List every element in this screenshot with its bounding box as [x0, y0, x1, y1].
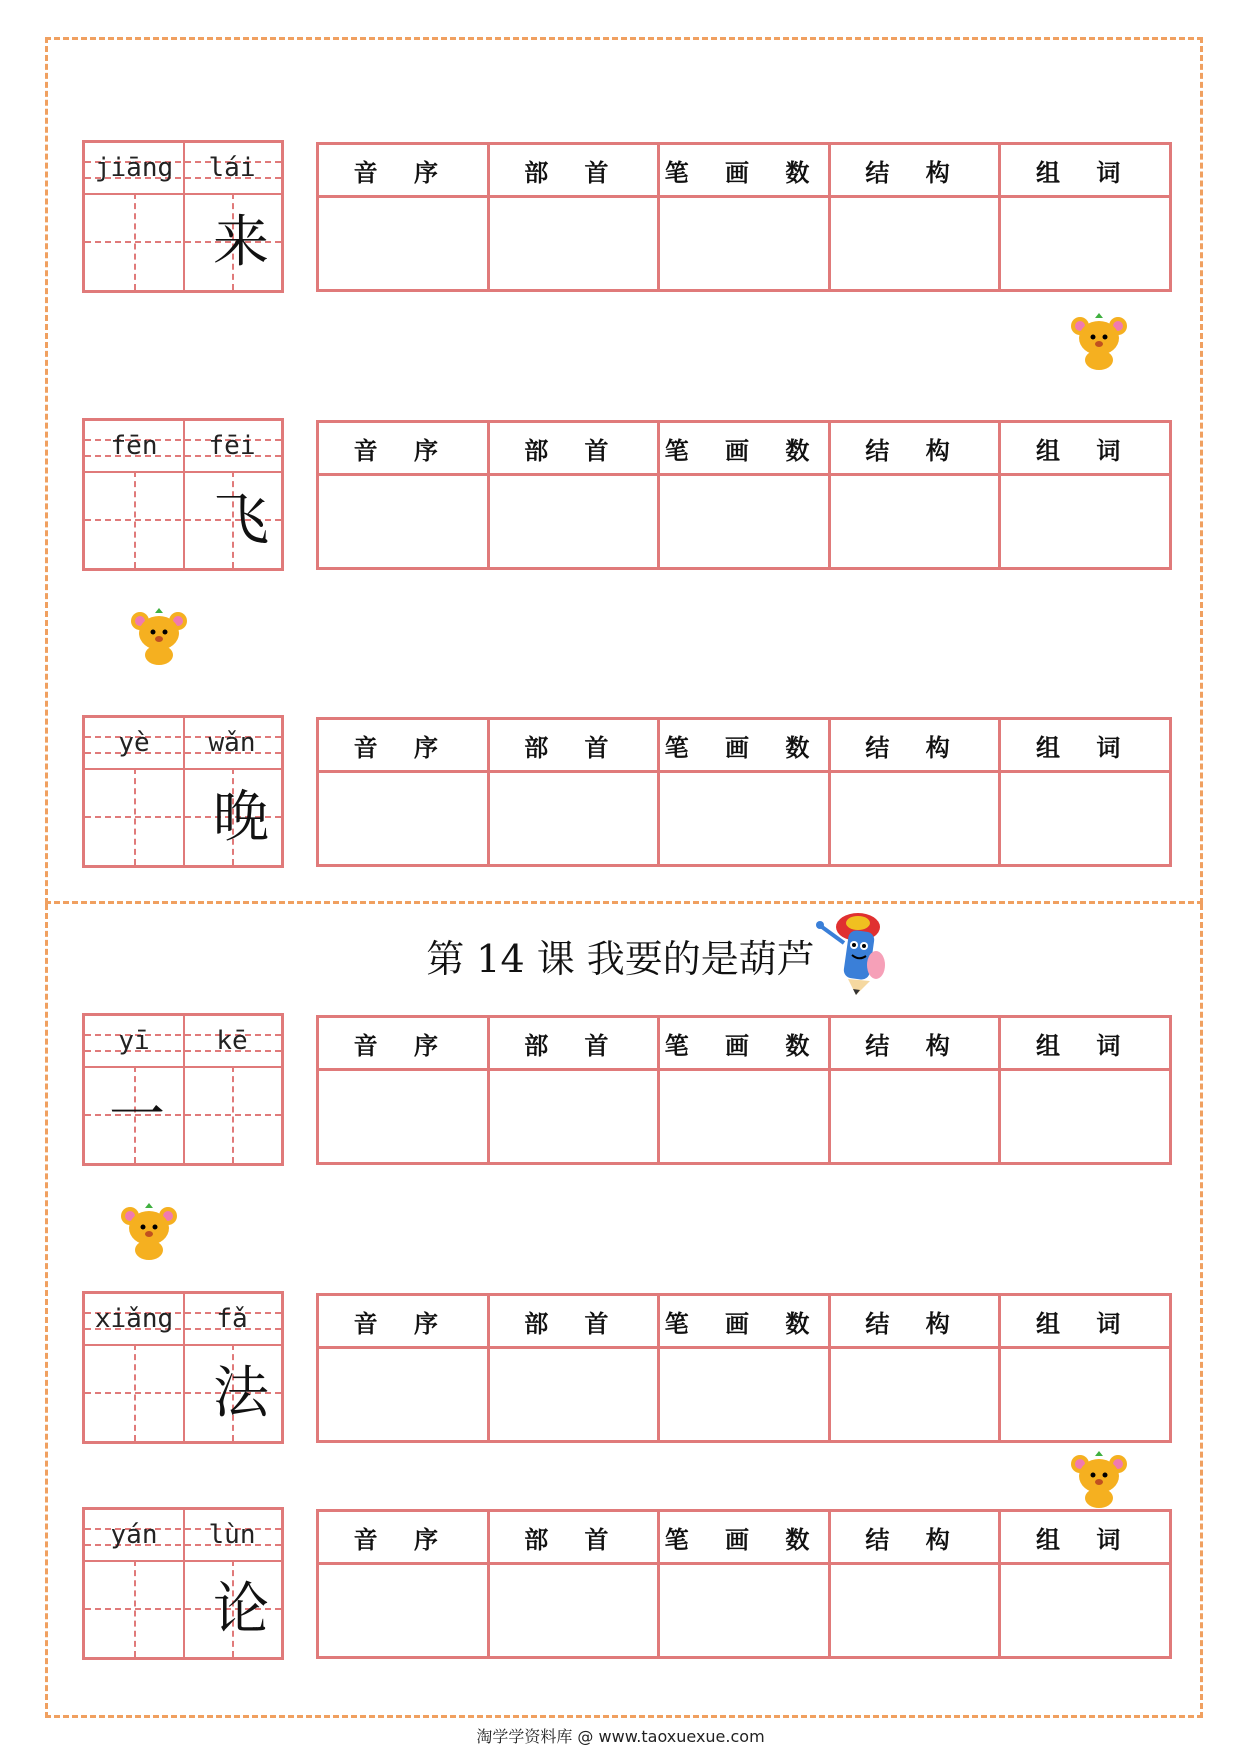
answer-cell[interactable] [318, 475, 489, 569]
character-info-table [316, 1509, 1172, 1659]
table-header-cell: 组 词 [1000, 422, 1171, 475]
character-grid [82, 1507, 284, 1660]
character-row [82, 1013, 1172, 1168]
pencil-mascot-icon [808, 905, 888, 997]
character-grid [82, 1291, 284, 1444]
answer-cell[interactable] [1000, 1564, 1171, 1658]
table-header-cell: 部 首 [488, 1511, 659, 1564]
character-info-table [316, 420, 1172, 570]
answer-cell[interactable] [1000, 197, 1171, 291]
character-grid [82, 140, 284, 293]
bear-sticker-icon [1068, 1448, 1130, 1508]
table-header-cell: 音 序 [318, 1511, 489, 1564]
pinyin-left: fēn [110, 431, 158, 461]
hanzi-character: 一 [109, 1083, 165, 1148]
table-header-cell: 音 序 [318, 144, 489, 197]
table-header-cell: 笔 画 数 [659, 1017, 830, 1070]
answer-cell[interactable] [488, 772, 659, 866]
character-grid [82, 418, 284, 571]
table-header-cell: 笔 画 数 [659, 422, 830, 475]
table-header-cell: 音 序 [318, 719, 489, 772]
pinyin-right: kē [216, 1026, 248, 1056]
table-header-cell: 组 词 [1000, 719, 1171, 772]
footer-text: 淘学学资料库 @ www.taoxuexue.com [476, 1727, 765, 1746]
answer-cell[interactable] [488, 197, 659, 291]
table-header-cell: 组 词 [1000, 144, 1171, 197]
hanzi-character: 飞 [213, 488, 269, 553]
table-header-cell: 组 词 [1000, 1295, 1171, 1348]
table-header-cell: 部 首 [488, 422, 659, 475]
answer-cell[interactable] [659, 1070, 830, 1164]
table-header-cell: 组 词 [1000, 1511, 1171, 1564]
character-row [82, 418, 1172, 573]
answer-cell[interactable] [659, 772, 830, 866]
table-header-cell: 笔 画 数 [659, 144, 830, 197]
table-header-cell: 结 构 [829, 1511, 1000, 1564]
hanzi-character: 法 [213, 1361, 269, 1426]
answer-cell[interactable] [1000, 1348, 1171, 1442]
table-header-cell: 笔 画 数 [659, 719, 830, 772]
answer-cell[interactable] [318, 197, 489, 291]
character-info-table [316, 142, 1172, 292]
character-grid [82, 1013, 284, 1166]
pinyin-left: jiāng [94, 153, 174, 183]
table-header-cell: 结 构 [829, 144, 1000, 197]
answer-cell[interactable] [829, 197, 1000, 291]
pinyin-right: fēi [208, 431, 256, 461]
hanzi-character: 来 [213, 210, 269, 275]
pinyin-left: yī [118, 1026, 150, 1056]
answer-cell[interactable] [829, 772, 1000, 866]
hanzi-character: 晚 [213, 785, 269, 850]
answer-cell[interactable] [659, 1348, 830, 1442]
answer-cell[interactable] [829, 1348, 1000, 1442]
answer-cell[interactable] [488, 1564, 659, 1658]
answer-cell[interactable] [318, 1564, 489, 1658]
table-header-cell: 音 序 [318, 422, 489, 475]
answer-cell[interactable] [659, 475, 830, 569]
character-row [82, 715, 1172, 870]
answer-cell[interactable] [1000, 475, 1171, 569]
table-header-cell: 结 构 [829, 1017, 1000, 1070]
answer-cell[interactable] [659, 1564, 830, 1658]
pinyin-right: wǎn [208, 728, 256, 758]
pinyin-left: yè [118, 728, 150, 758]
answer-cell[interactable] [1000, 772, 1171, 866]
table-header-cell: 部 首 [488, 1017, 659, 1070]
table-header-cell: 音 序 [318, 1295, 489, 1348]
pinyin-right: lái [208, 153, 256, 183]
character-info-table [316, 717, 1172, 867]
bear-sticker-icon [118, 1200, 180, 1260]
answer-cell[interactable] [488, 475, 659, 569]
pinyin-right: fǎ [216, 1304, 248, 1334]
character-info-table [316, 1015, 1172, 1165]
table-header-cell: 部 首 [488, 144, 659, 197]
character-grid [82, 715, 284, 868]
answer-cell[interactable] [318, 1348, 489, 1442]
character-row [82, 140, 1172, 295]
answer-cell[interactable] [318, 772, 489, 866]
table-header-cell: 组 词 [1000, 1017, 1171, 1070]
answer-cell[interactable] [318, 1070, 489, 1164]
pinyin-left: xiǎng [94, 1304, 174, 1334]
table-header-cell: 部 首 [488, 1295, 659, 1348]
answer-cell[interactable] [829, 1564, 1000, 1658]
table-header-cell: 笔 画 数 [659, 1511, 830, 1564]
table-header-cell: 结 构 [829, 422, 1000, 475]
table-header-cell: 音 序 [318, 1017, 489, 1070]
pinyin-left: yán [110, 1520, 158, 1550]
bear-sticker-icon [128, 605, 190, 665]
answer-cell[interactable] [488, 1070, 659, 1164]
character-row [82, 1507, 1172, 1662]
table-header-cell: 笔 画 数 [659, 1295, 830, 1348]
table-header-cell: 结 构 [829, 1295, 1000, 1348]
table-header-cell: 结 构 [829, 719, 1000, 772]
answer-cell[interactable] [829, 1070, 1000, 1164]
hanzi-character: 论 [213, 1577, 269, 1642]
pinyin-right: lùn [208, 1520, 256, 1550]
answer-cell[interactable] [1000, 1070, 1171, 1164]
lesson-title: 第 14 课 我要的是葫芦 [426, 937, 815, 981]
character-row [82, 1291, 1172, 1446]
answer-cell[interactable] [659, 197, 830, 291]
answer-cell[interactable] [829, 475, 1000, 569]
character-info-table [316, 1293, 1172, 1443]
table-header-cell: 部 首 [488, 719, 659, 772]
bear-sticker-icon [1068, 310, 1130, 370]
answer-cell[interactable] [488, 1348, 659, 1442]
